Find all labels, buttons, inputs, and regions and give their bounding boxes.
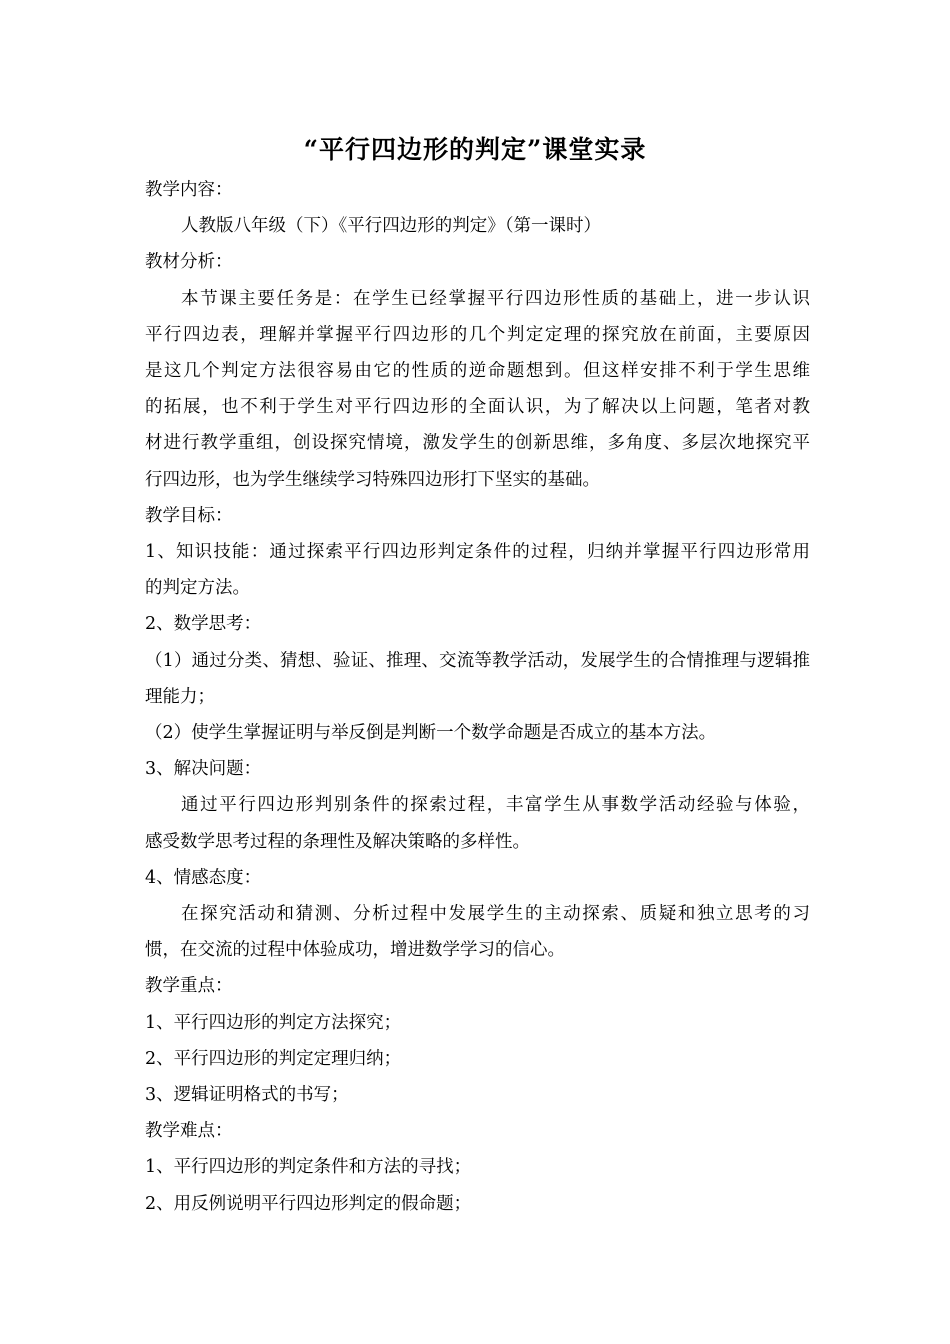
- document-body: [145, 172, 810, 1222]
- analysis-line: 的拓展，也不利于学生对平行四边形的全面认识，为了解决以上问题，笔者对教: [145, 397, 810, 418]
- difficult-point-item: 1、平行四边形的判定条件和方法的寻找；: [145, 1157, 472, 1178]
- analysis-line: 行四边形，也为学生继续学习特殊四边形打下坚实的基础。: [145, 469, 600, 490]
- analysis-line: 材进行教学重组，创设探究情境，激发学生的创新思维，多角度、多层次地探究平: [145, 433, 810, 454]
- goals-heading: 教学目标：: [145, 505, 233, 526]
- goal2-item2: （2）使学生掌握证明与举反倒是判断一个数学命题是否成立的基本方法。: [145, 723, 717, 744]
- goal3-heading: 3、解决问题：: [145, 759, 262, 780]
- content-heading: 教学内容：: [145, 180, 233, 200]
- analysis-line: 是这几个判定方法很容易由它的性质的逆命题想到。但这样安排不利于学生思维: [145, 361, 810, 382]
- analysis-line: 本节课主要任务是：在学生已经掌握平行四边形性质的基础上，进一步认识: [181, 288, 810, 309]
- content-text: 人教版八年级（下）《平行四边形的判定》（第一课时）: [181, 216, 601, 237]
- goal4-line: 在探究活动和猜测、分析过程中发展学生的主动探索、质疑和独立思考的习: [181, 904, 810, 925]
- goal2-item1-line: 理能力；: [145, 686, 215, 707]
- analysis-paragraph: [145, 281, 810, 498]
- difficult-point-item: 2、用反例说明平行四边形判定的假命题；: [145, 1193, 472, 1214]
- analysis-heading: 教材分析：: [145, 252, 233, 273]
- goal3-paragraph: [145, 787, 810, 859]
- goal4-paragraph: [145, 896, 810, 968]
- goal2-item1-paragraph: [145, 643, 810, 715]
- difficult-points-heading: 教学难点：: [145, 1121, 233, 1142]
- goal3-line: 通过平行四边形判别条件的探索过程，丰富学生从事数学活动经验与体验，: [181, 795, 810, 816]
- goal4-heading: 4、情感态度：: [145, 867, 262, 888]
- key-points-heading: 教学重点：: [145, 976, 233, 997]
- document-title: “平行四边形的判定”课堂实录: [303, 135, 647, 164]
- goal2-heading: 2、数学思考：: [145, 614, 262, 635]
- key-point-item: 3、逻辑证明格式的书写；: [145, 1085, 349, 1106]
- goal1-line: 1、知识技能：通过探索平行四边形判定条件的过程，归纳并掌握平行四边形常用: [145, 542, 810, 563]
- goal1-line: 的判定方法。: [145, 578, 250, 599]
- goal1-paragraph: [145, 534, 810, 606]
- goal2-item1-line: （1）通过分类、猜想、验证、推理、交流等教学活动，发展学生的合情推理与逻辑推: [145, 650, 810, 671]
- analysis-line: 平行四边表，理解并掌握平行四边形的几个判定定理的探究放在前面，主要原因: [145, 324, 810, 345]
- goal4-line: 惯，在交流的过程中体验成功，增进数学学习的信心。: [145, 940, 565, 961]
- key-point-item: 1、平行四边形的判定方法探究；: [145, 1012, 402, 1033]
- goal3-line: 感受数学思考过程的条理性及解决策略的多样性。: [145, 831, 530, 852]
- key-point-item: 2、平行四边形的判定定理归纳；: [145, 1048, 402, 1069]
